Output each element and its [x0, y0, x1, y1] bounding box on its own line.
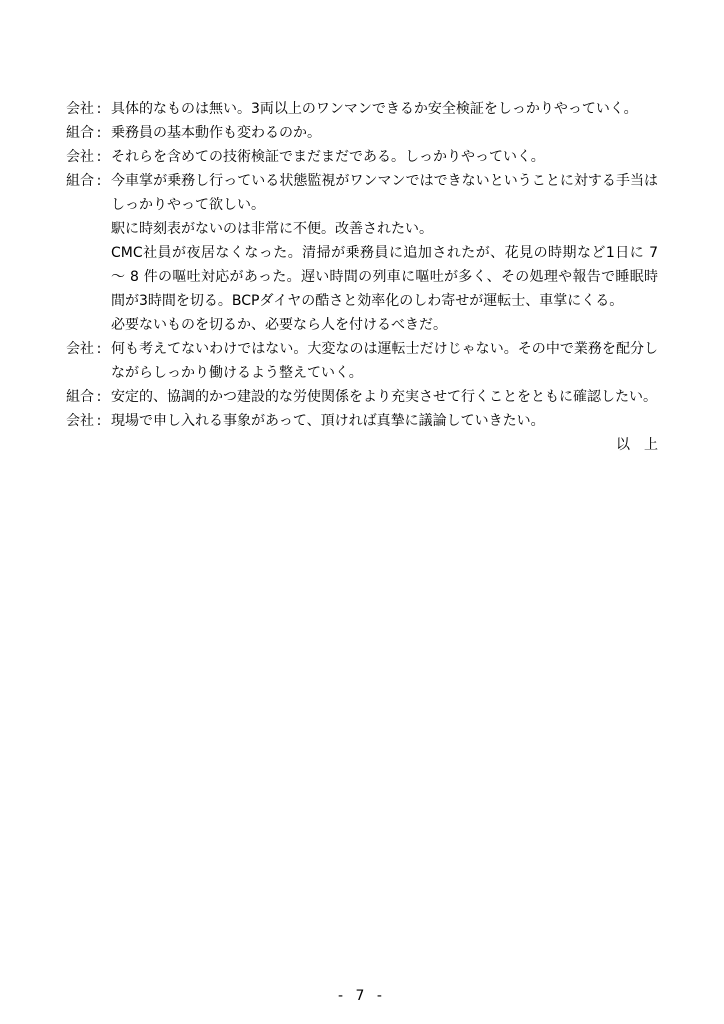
- speaker-name: 組合: [66, 389, 94, 405]
- dialogue-entry: [66, 409, 658, 433]
- speaker-label: [66, 337, 111, 385]
- statement-paragraph: 必要ないものを切るか、必要なら人を付けるべきだ。: [111, 317, 447, 333]
- speaker-colon: :: [96, 413, 102, 429]
- speaker-name: 会社: [66, 341, 94, 357]
- speaker-colon: :: [96, 149, 102, 165]
- speaker-name: 会社: [66, 149, 94, 165]
- statement-text: [111, 121, 658, 145]
- statement-text: [111, 385, 658, 409]
- statement-paragraph: 現場で申し入れる事象があって、頂ければ真摯に議論していきたい。: [111, 413, 545, 429]
- statement-paragraph: それらを含めての技術検証でまだまだである。しっかりやっていく。: [111, 149, 545, 165]
- statement-paragraph: 具体的なものは無い。3両以上のワンマンできるか安全検証をしっかりやっていく。: [111, 101, 638, 117]
- statement-paragraph: 何も考えてないわけではない。大変なのは運転士だけじゃない。その中で業務を配分しながらしっかり働けるよう整えていく。: [111, 341, 658, 381]
- statement-text: [111, 337, 658, 385]
- statement-paragraph: 駅に時刻表がないのは非常に不便。改善されたい。: [111, 221, 433, 237]
- speaker-label: [66, 121, 111, 145]
- meeting-dialogue: [66, 97, 672, 457]
- speaker-name: 会社: [66, 101, 94, 117]
- dialogue-entry: [66, 385, 658, 409]
- speaker-name: 組合: [66, 173, 94, 189]
- speaker-label: [66, 385, 111, 409]
- speaker-label: [66, 145, 111, 169]
- speaker-colon: :: [96, 101, 102, 117]
- dialogue-entry: [66, 145, 658, 169]
- speaker-label: [66, 409, 111, 433]
- dialogue-entry: [66, 337, 658, 385]
- dialogue-entry: [66, 97, 658, 121]
- speaker-colon: :: [96, 125, 102, 141]
- statement-paragraph: CMC社員が夜居なくなった。清掃が乗務員に追加されたが、花見の時期など1日に 7 ～ 8 件の嘔吐対応があった。遅い時間の列車に嘔吐が多く、その処理や報告で睡眠時間が3時間を切る。BCPダイヤの酷さと効率化のしわ寄せが運転士、車掌にくる。: [111, 245, 658, 309]
- statement-text: [111, 169, 658, 337]
- speaker-label: [66, 169, 111, 337]
- speaker-colon: :: [96, 173, 102, 189]
- statement-text: [111, 145, 658, 169]
- statement-paragraph: 安定的、協調的かつ建設的な労使関係をより充実させて行くことをともに確認したい。: [111, 389, 657, 405]
- speaker-name: 会社: [66, 413, 94, 429]
- page-number: - 7 -: [338, 988, 386, 1004]
- statement-paragraph: 今車掌が乗務し行っている状態監視がワンマンではできないということに対する手当はしっかりやって欲しい。: [111, 173, 658, 213]
- statement-text: [111, 97, 658, 121]
- speaker-name: 組合: [66, 125, 94, 141]
- closing-mark: 以上: [616, 437, 672, 453]
- speaker-label: [66, 97, 111, 121]
- speaker-colon: :: [96, 341, 102, 357]
- speaker-colon: :: [96, 389, 102, 405]
- statement-text: [111, 409, 658, 433]
- dialogue-entry: [66, 121, 658, 145]
- dialogue-entry: [66, 169, 658, 337]
- statement-paragraph: 乗務員の基本動作も変わるのか。: [111, 125, 321, 141]
